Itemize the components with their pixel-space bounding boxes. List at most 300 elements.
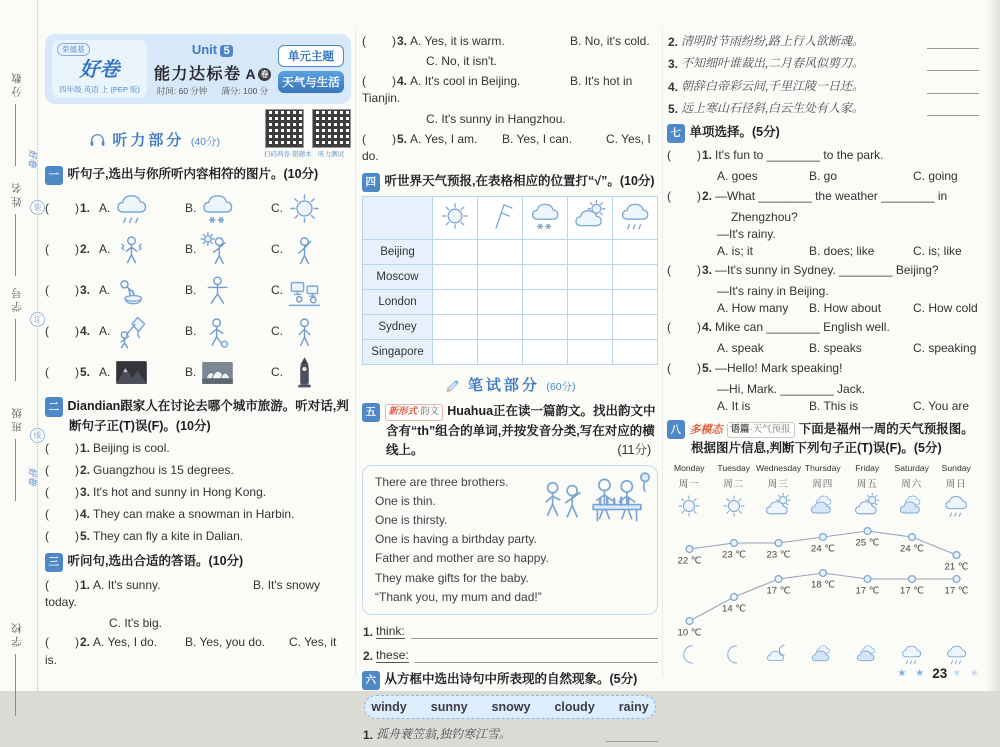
word-bank-item: snowy: [491, 699, 531, 714]
binding-fold-line: [37, 0, 38, 691]
answer-slot: ( ): [362, 33, 396, 48]
question-number: 4.: [80, 324, 91, 339]
listening-part-header: [45, 129, 264, 158]
rhyme-text-box: [362, 465, 658, 615]
picture-option: [93, 355, 179, 390]
option-label: A.: [99, 324, 111, 339]
poem-text: 朝辞白帝彩云间,千里江陵一日还。: [681, 78, 865, 93]
checkmark-cell: [568, 265, 613, 290]
question-number: 4.: [702, 320, 713, 335]
answer-slot: ( ): [667, 148, 701, 163]
question-number: 3.: [80, 283, 91, 298]
section5-title: [362, 402, 658, 461]
city-name-cell: London: [363, 290, 433, 315]
city-name-cell: Sydney: [363, 315, 433, 340]
paper-title: [154, 61, 271, 84]
forecast-day-column: [712, 463, 757, 519]
poem-text: 清明时节雨纷纷,路上行人欲断魂。: [681, 33, 865, 48]
section5-score: (11分): [617, 443, 652, 458]
table-row: [363, 240, 658, 265]
option-label: A.: [99, 242, 111, 257]
checkmark-cell: [613, 265, 658, 290]
qr-listening-label: 听力测试: [318, 151, 344, 158]
footer-stars-right: ★ ★: [952, 668, 982, 679]
column-left: [45, 34, 351, 674]
margin-field-1: 分数: [11, 70, 23, 97]
option-text: A. It's sunny.: [93, 577, 161, 592]
unit-number: 5: [220, 45, 233, 57]
answer-slot: ( ): [45, 201, 79, 216]
headphone-icon: [89, 132, 106, 149]
answer-slot: ( ): [45, 635, 79, 650]
picture-option: [265, 191, 351, 226]
stem-continuation: [667, 284, 979, 298]
section4-title-text: 听世界天气预报,在表格相应的位置打“√”。(10分): [384, 174, 655, 189]
poem-question: [667, 99, 979, 116]
qr-grading-label: 扫码判卷·错题本: [264, 151, 312, 158]
section5-title-text: Huahua正在读一篇韵文。找出韵文中含有“th”组合的单词,并按发音分类,写在对应的横线上。: [386, 404, 656, 458]
city-name-cell: Moscow: [363, 265, 433, 290]
option-label: C.: [271, 201, 284, 216]
binding-mark-装: 装: [30, 200, 45, 215]
option-text: B. It's hot in Tianjin.: [362, 73, 633, 106]
forecast-day-column: [890, 463, 935, 519]
option-label: A.: [99, 283, 111, 298]
person-standing-icon: [286, 314, 323, 349]
column-middle: [362, 28, 658, 747]
option-text: C. Yes, I do.: [362, 131, 651, 164]
moon-icon: [676, 643, 703, 666]
checkmark-cell: [523, 240, 568, 265]
forecast-day-column: [667, 463, 712, 519]
qr-listening-block: [311, 109, 351, 158]
section1-title-text: 听句子,选出与你所听内容相符的图片。(10分): [67, 167, 319, 181]
margin-field-4: 班级: [11, 405, 23, 432]
question-number: 4.: [668, 79, 679, 94]
cloud-sun-icon: [568, 197, 613, 240]
cloud-moon-icon: [765, 643, 792, 666]
section3-items-left: [45, 577, 351, 670]
picture-option: [179, 314, 265, 349]
person-waving-icon: [286, 232, 323, 267]
day-name-en: Sunday: [941, 462, 971, 473]
margin-write-line: [15, 439, 16, 501]
option-continuation: [362, 54, 658, 68]
person-cold-icon: [113, 232, 150, 267]
cloud-sun-icon: [763, 493, 793, 519]
picture-option: [179, 191, 265, 226]
section2-badge: 二: [45, 397, 63, 416]
snow-cloud-icon: [199, 191, 236, 226]
svg-text:17 ℃: 17 ℃: [855, 585, 880, 597]
stem-text: —Hello! Mark speaking!: [715, 360, 843, 375]
computer-class-icon: [286, 273, 323, 308]
question-number: 1.: [80, 577, 91, 592]
weekly-forecast-chart: [667, 463, 979, 666]
paper-type-suffix: 卷: [258, 68, 271, 81]
listening-choice-question: [45, 577, 351, 612]
column-right: [667, 26, 979, 666]
wind-flag-icon: [478, 197, 523, 240]
section7-badge: 七: [667, 124, 685, 143]
rain-cloud-icon: [113, 191, 150, 226]
question-number: 3.: [702, 263, 713, 278]
option-text: C. You are: [913, 398, 970, 413]
answer-blank: [927, 104, 979, 116]
word-bank: [364, 695, 656, 719]
cloudy-icon: [808, 493, 838, 519]
question-number: 4.: [397, 73, 408, 88]
checkmark-cell: [613, 315, 658, 340]
brand-mini-logo: 好卷: [27, 467, 38, 486]
section7-title-text: 单项选择。(5分): [689, 125, 780, 139]
answer-blank: [927, 82, 979, 94]
paper-meta: [154, 85, 271, 97]
qr-grading-block: [264, 109, 312, 158]
listening-picture-question: [45, 232, 351, 267]
option-text: B. Yes, you do.: [185, 635, 266, 650]
option-text: A. is; it: [717, 243, 754, 258]
options-line: [667, 244, 979, 258]
rhyme-line: They make gifts for the baby.: [375, 570, 529, 585]
forecast-line-chart: [667, 517, 977, 643]
picture-option: [93, 191, 179, 226]
weather-checkbox-table: [362, 196, 658, 365]
sun-icon: [433, 197, 478, 240]
qr-codes: [264, 109, 351, 158]
paper-type: A: [245, 65, 258, 82]
checkmark-cell: [523, 315, 568, 340]
answer-slot: ( ): [45, 507, 79, 522]
day-name-zh: 周二: [723, 478, 745, 490]
checkmark-cell: [523, 340, 568, 365]
poem-question: [667, 32, 979, 49]
listening-picture-question: [45, 314, 351, 349]
answer-slot: ( ): [362, 131, 396, 146]
sun-icon: [719, 493, 749, 519]
table-corner-cell: [363, 197, 433, 240]
true-false-question: [45, 440, 351, 457]
listening-picture-question: [45, 355, 351, 390]
option-text: C. speaking: [913, 341, 977, 356]
big-ben-icon: [286, 355, 323, 390]
brand-mini-logo: 好卷: [27, 149, 38, 168]
svg-text:23 ℃: 23 ℃: [722, 549, 746, 561]
poem-text: 不知细叶谁裁出,二月春风似剪刀。: [681, 56, 865, 70]
options-line: [667, 301, 979, 315]
picture-option: [179, 355, 265, 390]
checkmark-cell: [433, 240, 478, 265]
written-part-header: [362, 374, 658, 395]
true-false-question: [45, 506, 351, 523]
cloudy-icon: [809, 643, 836, 666]
picture-option: [265, 273, 351, 308]
option-text: B. does; like: [809, 243, 875, 258]
listening-picture-question: [45, 273, 351, 308]
margin-field-5: 学校: [11, 620, 23, 647]
theme-block: [278, 40, 344, 98]
forecast-day-column: [801, 463, 846, 519]
day-name-en: Saturday: [894, 462, 929, 473]
sun-icon: [674, 493, 704, 519]
section3-badge: 三: [45, 553, 63, 572]
checkmark-cell: [613, 290, 658, 315]
day-name-zh: 周四: [812, 478, 834, 490]
poem-text: 远上寒山石径斜,白云生处有人家。: [681, 101, 865, 115]
checkmark-cell: [478, 240, 523, 265]
answer-slot: ( ): [45, 485, 79, 500]
stem-text: Mike can ________ English well.: [715, 320, 890, 335]
margin-write-line: [15, 104, 16, 166]
forecast-day-headers: [667, 463, 979, 519]
forecast-night-column: [890, 643, 935, 666]
poem-question: [667, 77, 979, 94]
stem-text: —It's rainy in Beijing.: [717, 283, 829, 298]
checkmark-cell: [433, 340, 478, 365]
listening-score: (40分): [190, 136, 221, 148]
brand-badge: 荣德基: [57, 43, 90, 56]
unit-label: Unit: [191, 42, 218, 57]
mc-question: [667, 319, 979, 336]
answer-slot: ( ): [362, 73, 396, 88]
answer-slot: ( ): [667, 263, 701, 278]
listening-title: 听力部分: [112, 132, 185, 149]
table-row: [363, 340, 658, 365]
section8-tag-passage: 语篇·天气预报: [727, 422, 795, 439]
theme-label: 单元主题: [278, 45, 344, 67]
day-name-en: Friday: [855, 462, 880, 473]
pencil-icon: [444, 377, 461, 394]
kite-flying-icon: [113, 314, 150, 349]
section6-title-text: 从方框中选出诗句中所表现的自然现象。(5分): [384, 672, 638, 687]
checkmark-cell: [613, 240, 658, 265]
cloud-sun-icon: [852, 493, 882, 519]
checkmark-cell: [478, 315, 523, 340]
table-row: [363, 265, 658, 290]
unit-line: [154, 41, 271, 59]
option-label: C.: [271, 365, 284, 380]
column-separator: [662, 28, 663, 677]
section7-items: [667, 147, 979, 412]
stem-text: It's fun to ________ to the park.: [715, 148, 884, 163]
option-continuation: [45, 616, 351, 630]
rain-cloud-icon: [898, 643, 925, 666]
question-text: They can fly a kite in Dalian.: [93, 528, 244, 543]
svg-text:24 ℃: 24 ℃: [811, 543, 835, 555]
section1-title: [45, 165, 351, 185]
question-number: 4.: [80, 507, 91, 522]
person-exercising-icon: [199, 273, 236, 308]
checkmark-cell: [478, 290, 523, 315]
column-separator: [355, 28, 356, 677]
qr-listening-code: [312, 109, 351, 148]
day-name-zh: 周六: [901, 478, 923, 490]
brand-logo: 好卷: [79, 59, 120, 81]
option-text: A. It's cool in Beijing.: [410, 73, 521, 88]
question-text: They can make a snowman in Harbin.: [93, 507, 295, 522]
section8-title: [667, 420, 979, 459]
section8-title-text: 下面是福州一周的天气预报图。根据图片信息,判断下列句子正(T)误(F)。(5分): [691, 421, 974, 456]
option-label: C.: [271, 324, 284, 339]
question-number: 5.: [80, 528, 91, 543]
svg-text:10 ℃: 10 ℃: [677, 627, 702, 639]
option-text: A. Yes, I do.: [93, 635, 158, 650]
city-name-cell: Singapore: [363, 340, 433, 365]
option-text: B. speaks: [809, 341, 862, 356]
option-label: B.: [185, 242, 197, 257]
answer-slot: ( ): [667, 320, 701, 335]
section7-title: [667, 123, 979, 143]
question-number: 1.: [363, 727, 374, 742]
time-limit: 时间: 60 分钟: [156, 86, 208, 96]
classification-answer-line: [362, 624, 658, 639]
picture-option: [179, 232, 265, 267]
svg-text:17 ℃: 17 ℃: [900, 585, 924, 597]
picture-option: [265, 355, 351, 390]
svg-text:24 ℃: 24 ℃: [900, 543, 924, 555]
sample-word: these:: [376, 648, 409, 663]
forecast-night-icons: [667, 643, 979, 666]
option-text: B. go: [809, 169, 838, 184]
table-row: [363, 315, 658, 340]
mc-question: [667, 360, 979, 377]
options-line: [667, 169, 979, 183]
question-number: 5.: [397, 131, 408, 146]
write-blank: [415, 649, 658, 663]
rain-cloud-icon: [941, 493, 971, 519]
checkmark-cell: [433, 290, 478, 315]
section6-title: [362, 670, 658, 690]
section6-badge: 六: [362, 671, 380, 690]
picture-option: [265, 314, 351, 349]
question-text: It's hot and sunny in Hong Kong.: [93, 485, 267, 500]
word-bank-item: sunny: [430, 699, 468, 714]
question-number: 2.: [668, 34, 679, 49]
option-label: B.: [185, 201, 197, 216]
answer-number: 1.: [363, 625, 374, 640]
section1-items: [45, 191, 351, 390]
section3-items-right: [362, 33, 658, 166]
forecast-night-column: [667, 643, 712, 666]
page-footer: [898, 666, 982, 681]
day-name-zh: 周五: [856, 478, 878, 490]
classification-answer-line: [362, 648, 658, 663]
person-washing-icon: [113, 273, 150, 308]
answer-blank: [927, 59, 979, 71]
svg-text:17 ℃: 17 ℃: [944, 585, 969, 597]
question-number: 3.: [397, 33, 408, 48]
option-text: B. It's snowy today.: [45, 577, 320, 610]
question-number: 1.: [80, 201, 91, 216]
binding-mark-订: 订: [30, 312, 45, 327]
margin-write-line: [15, 214, 16, 276]
question-number: 1.: [80, 441, 91, 456]
option-text: B. This is: [809, 398, 859, 413]
question-number: 2.: [80, 463, 91, 478]
table-row: [363, 290, 658, 315]
option-text: A. It is: [717, 398, 751, 413]
question-number: 2.: [80, 635, 91, 650]
city-name-cell: Beijing: [363, 240, 433, 265]
stem-text: Zhengzhou?: [731, 209, 798, 224]
theme-value: 天气与生活: [278, 71, 344, 93]
person-hot-icon: [199, 232, 236, 267]
checkmark-cell: [568, 315, 613, 340]
qr-grading-code: [265, 109, 304, 148]
rain-cloud-icon: [943, 643, 970, 666]
option-label: B.: [185, 365, 197, 380]
checkmark-cell: [433, 315, 478, 340]
day-name-zh: 周一: [678, 478, 700, 490]
word-bank-item: rainy: [618, 699, 649, 714]
option-label: B.: [185, 324, 197, 339]
mc-question: [667, 262, 979, 279]
snow-cloud-icon: [523, 197, 568, 240]
option-text: A. How many: [717, 300, 789, 315]
option-text: C. Yes, it is.: [45, 635, 337, 667]
sample-word: think:: [376, 624, 405, 639]
question-number: 2.: [702, 188, 713, 203]
day-name-en: Thursday: [804, 462, 841, 473]
answer-slot: ( ): [45, 441, 79, 456]
title-block: [154, 40, 271, 98]
picture-option: [93, 273, 179, 308]
day-name-zh: 周日: [945, 478, 967, 490]
day-name-zh: 周三: [767, 478, 789, 490]
answer-slot: ( ): [45, 528, 79, 543]
option-text: A. goes: [717, 169, 758, 184]
rain-cloud-icon: [613, 197, 658, 240]
answer-slot: ( ): [667, 188, 701, 203]
answer-slot: ( ): [667, 360, 701, 375]
word-bank-item: windy: [371, 699, 407, 714]
svg-text:22 ℃: 22 ℃: [677, 555, 702, 567]
option-text: A. Yes, it is warm.: [410, 33, 505, 48]
option-label: B.: [185, 283, 197, 298]
stem-continuation: [667, 227, 979, 241]
question-number: 2.: [80, 242, 91, 257]
sun-icon: [286, 191, 323, 226]
rhyme-line: One is thirsty.: [375, 513, 448, 528]
mc-question: [667, 188, 979, 205]
brand-block: [52, 40, 147, 98]
checkmark-cell: [568, 290, 613, 315]
margin-write-line: [15, 654, 16, 716]
option-text: C. It's big.: [109, 615, 162, 630]
checkmark-cell: [478, 340, 523, 365]
margin-field-2: 姓名: [11, 180, 23, 207]
true-false-question: [45, 484, 351, 501]
mountain-photo-icon: [113, 355, 150, 390]
binding-mark-线: 线: [30, 428, 45, 443]
forecast-night-column: [845, 643, 890, 666]
checkmark-cell: [523, 290, 568, 315]
written-score: (60分): [546, 381, 576, 394]
forecast-night-column: [712, 643, 757, 666]
option-label: A.: [99, 365, 111, 380]
answer-slot: ( ): [45, 324, 79, 339]
write-blank: [411, 625, 658, 639]
margin-field-3: 学号: [11, 285, 23, 312]
rhyme-line: “Thank you, my mum and dad!”: [375, 589, 542, 604]
answer-slot: ( ): [45, 283, 79, 298]
section3-title-text: 听问句,选出合适的答语。(10分): [67, 554, 244, 569]
listening-part-row: [45, 109, 351, 158]
forecast-day-column: [845, 463, 890, 519]
poem-text: 孤舟蓑笠翁,独钓寒江雪。: [376, 726, 512, 741]
checkmark-cell: [523, 265, 568, 290]
question-number: 5.: [668, 102, 679, 116]
